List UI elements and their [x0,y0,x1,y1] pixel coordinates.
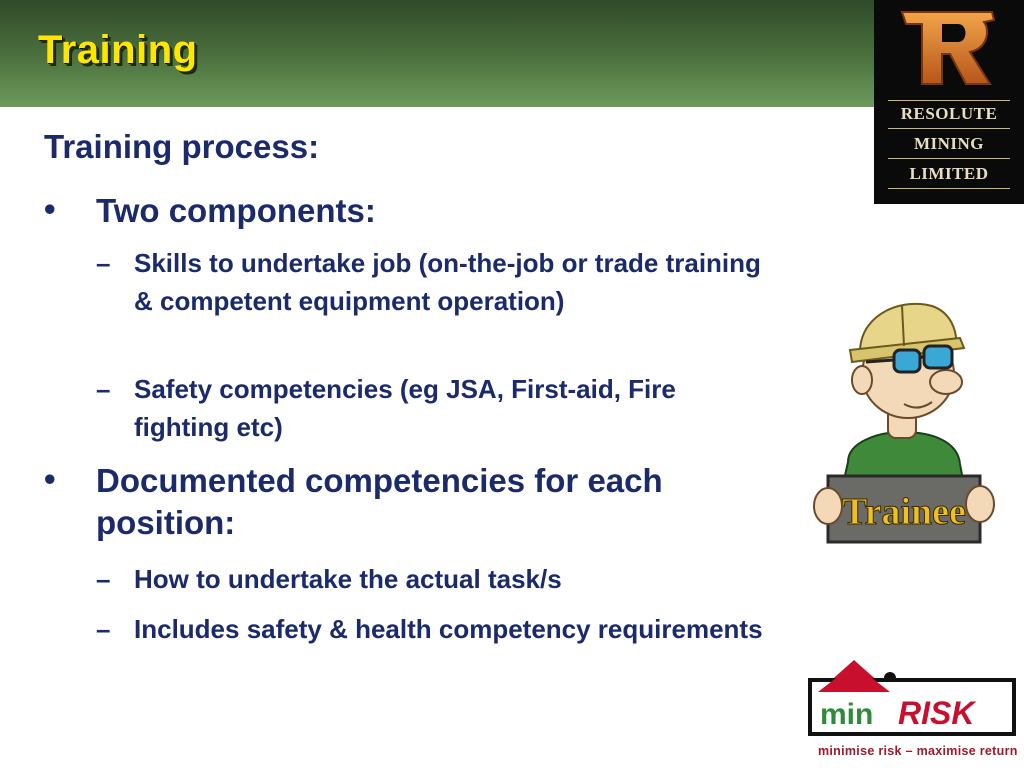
minrisk-text-risk: RISK [898,695,975,731]
section-heading: Training process: [44,128,320,165]
logo-rule [888,158,1010,159]
resolute-mining-logo [874,0,1024,204]
trainee-sign-text: Trainee [842,491,966,533]
logo-text-limited: LIMITED [909,164,989,183]
r-logo-icon [894,8,1004,90]
minrisk-logo [808,656,1018,740]
logo-text-resolute: RESOLUTE [900,104,998,123]
bullet-marker: • [44,190,56,227]
logo-rule [888,128,1010,129]
logo-text-mining: MINING [913,134,985,153]
sub-bullet-text: How to undertake the actual task/s [134,564,562,594]
minrisk-text-min: min [820,698,874,731]
sub-bullet-text: Includes safety & health competency requirements [134,614,763,644]
bullet-marker: • [44,460,56,497]
sub-bullet-marker: – [96,248,111,278]
sub-bullet-text: Safety competencies (eg JSA, First-aid, Fire fighting etc) [134,374,676,442]
sub-bullet-text: Skills to undertake job (on-the-job or trade training & competent equipment operation) [134,248,761,316]
logo-rule [888,100,1010,101]
bullet-text: Two components: [96,192,376,229]
logo-rule [888,188,1010,189]
sub-bullet-marker: – [96,374,111,404]
sub-bullet-marker: – [96,564,111,594]
slide-title: Training [38,28,198,72]
trainee-cartoon-illustration [808,292,998,552]
bullet-text: Documented competencies for each position: [96,462,663,541]
minrisk-tagline: minimise risk – maximise return [818,744,1018,758]
sub-bullet-marker: – [96,614,111,644]
